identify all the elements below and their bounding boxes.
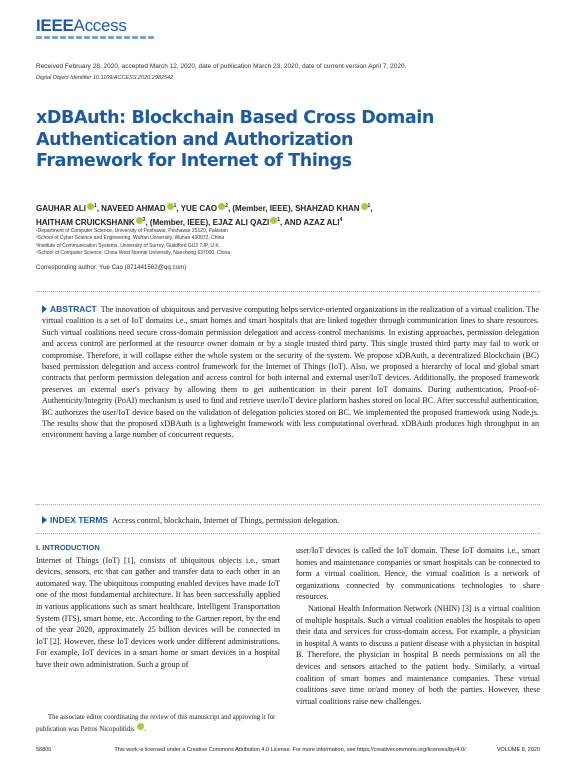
affiliation: ¹Department of Computer Science, University of Peshawar, Peshawar 25120, Pakistan [36,228,228,234]
paragraph: user/IoT devices is called the IoT domain. These IoT domains i.e., smart homes and maintenance companies or smart hospitals can be connected to form a virtual coalition. Hence, the virtual coalition is a network of organizations connected by communications technologies to share resources. [296,546,540,602]
corresponding-author: Corresponding author: Yue Cao (871441562@qq.com) [36,264,187,271]
arrow-icon [42,305,47,313]
author-membership: (Member, IEEE) [232,204,291,213]
index-terms [42,515,539,525]
author-name: YUE CAO [180,204,218,213]
abstract-label: ABSTRACT [50,304,97,314]
affiliations [36,228,436,258]
author-name: AZAZ ALI [303,217,340,227]
orcid-icon[interactable] [87,203,94,210]
paper-title: xDBAuth: Blockchain Based Cross Domain Authentication and Authorization Framework for Internet of Things [36,108,434,171]
divider [36,533,540,534]
divider [36,291,540,292]
affiliation: ³Institute of Communication Systems, University of Surrey, Guildford GU2 7JP, U.K. [36,242,221,249]
orcid-icon[interactable] [136,217,143,224]
body-column-right [296,545,540,707]
license-notice: This work is licensed under a Creative Commons Attribution 4.0 License. For more information, see https://creativecommons.org/licenses/by/4.0/ [114,747,466,753]
author-membership: (Member, IEEE) [149,217,209,227]
volume-info: VOLUME 8, 2020 [496,747,540,753]
received-dates: Received February 28, 2020, accepted March 12, 2020, date of publication March 23, 2020, date of current version April 7, 2020. [36,63,407,70]
paragraph: National Health Information Network (NHIN) [3] is a virtual coalition of multiple hospitals. Such a virtual coalition enables the hospitals to open their data and services for cross-domain access. For example, a physician in hospital A wants to discuss a patient disease with a physician in hospital B. Therefore, the physician in hospital B needs permissions on all the devices and sensors attached to the patient body. Similarly, a virtual coalition of smart homes and maintenance companies. These virtual coalitions save time or/and money of both the parties. However, these virtual coalitions raise new challenges. [296,603,540,706]
index-terms-label: INDEX TERMS [50,515,109,525]
author-name: GAUHAR ALI [36,204,86,213]
arrow-icon [42,516,47,524]
divider [36,504,540,505]
journal-logo: IEEEAccess [36,16,127,35]
affiliation: ²School of Cyber Science and Engineering, Wuhan University, Wuhan 430072, China [36,235,225,242]
author-name: HAITHAM CRUICKSHANK [36,217,135,227]
orcid-icon[interactable] [167,203,174,210]
affiliation: ⁴School of Computer Science, China West Normal University, Nanchong 637000, China [36,250,231,257]
doi: Digital Object Identifier 10.1109/ACCESS.2020.2982542 [36,75,174,81]
index-terms-text: Access control, blockchain, Internet of Things, permission delegation. [112,516,340,525]
orcid-icon[interactable] [137,723,144,730]
section-heading: I. INTRODUCTION [36,543,100,552]
editor-footnote: The associate editor coordinating the review of this manuscript and approving it for publication was Petros Nicopolitidis . [36,714,276,733]
author-name: EJAZ ALI QAZI [212,217,270,227]
orcid-icon[interactable] [361,203,368,210]
paragraph: Internet of Things (IoT) [1], consists of ubiquitous objects i.e., smart devices, sensors, etc that can gather and transfer data to each other in an automated way. The ubiquitous computing enabled devices have made IoT one of the most fundamental architecture. It has been successfully applied in various applications such as smart healthcare, Intelligent Transportation System (ITS), smart home, etc. According to the Gartner report, by the end of the year 2020, approximately 25 billion devices will be connected in IoT [2]. However, these IoT devices work under different administrations. For example, IoT devices in a smart home or smart devices in a hospital have their own administration. Such a group of [36,555,280,669]
abstract-text: The innovation of ubiquitous and pervasive computing helps service-oriented organizations in the realization of a virtual coalition. The virtual coalition is a set of IoT domains i.e., smart homes and smart hospitals that are linked together through communication lines to share resources. Such virtual coalitions need secure cross-domain permission delegation and access control mechanisms. In existing approaches, permission delegation and access control are performed at the resource owner domain or by a single trusted third party. This single trusted third party may fail to work or compromise. Therefore, it will collapse either the whole system or the security of the system. We propose xDBAuth, a decentralized Blockchain (BC) based permission delegation and access control framework for the Internet of Things (IoT). Also, we proposed a hierarchy of local and global smart contracts that perform permission delegation and access control for both internal and external user/IoT devices. Additionally, the proposed framework preserves an external user's privacy by allowing them to get authentication in their parent IoT domains. During authentication, Proof-of-Authenticity/Integrity (PoAI) mechanism is used to find and retrieve user/IoT device platform hashes stored on local BC. After successful authentication, BC authorizes the user/IoT device based on the validation of delegation policies stored on BC. We implemented the proposed framework using Node.js. The results show that the proposed xDBAuth is a lightweight framework with less computational overhead. xDBAuth produces high throughput in an environment having a large number of concurrent requests. [42,305,539,440]
page-number: 58800 [36,747,52,753]
author-list: GAUHAR ALI $^1$, NAVEED AHMAD $^1$, YUE CAO $^2$, (Member, IEEE), SHAHZAD KHAN $^1$, HAITHAM CRUICKSHANK $^3$, (Member, IEEE), EJAZ ALI QAZI $^1$, AND AZAZ ALI$^4$ [36,203,373,227]
author-name: SHAHZAD KHAN [295,204,360,213]
body-column-left [36,542,280,671]
author-name: NAVEED AHMAD [101,204,166,213]
logo-tagline [36,36,156,39]
abstract [42,304,539,441]
